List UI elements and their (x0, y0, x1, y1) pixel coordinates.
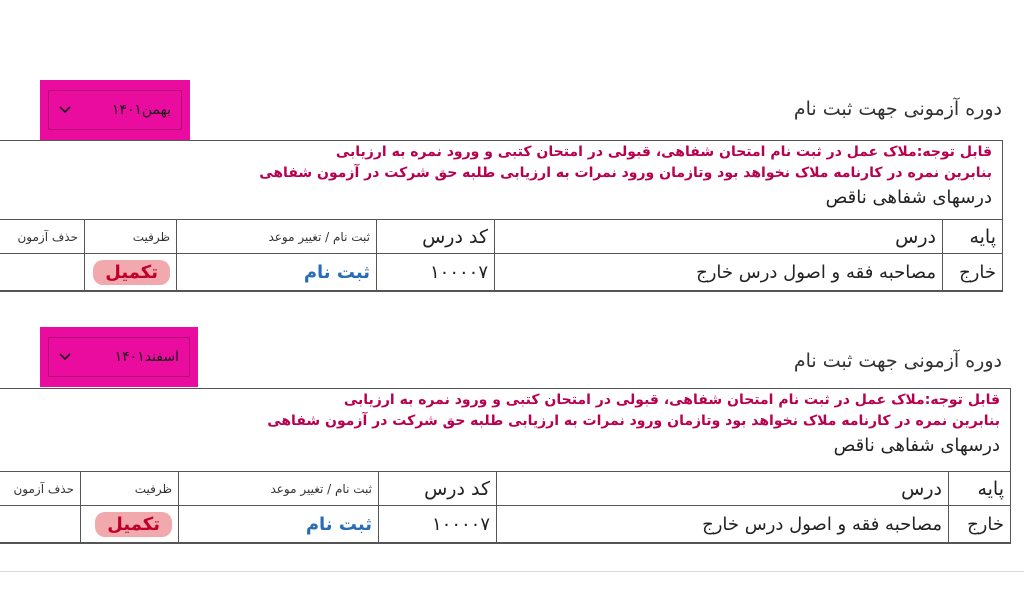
capacity-full-badge: تکمیل (93, 260, 170, 285)
notice-line-2: بنابرین نمره در کارنامه ملاک نخواهد بود وتازمان ورود نمرات به ارزیابی طلبه حق شرکت در آزمون شفاهی (259, 165, 992, 181)
notice-line-2: بنابرین نمره در کارنامه ملاک نخواهد بود وتازمان ورود نمرات به ارزیابی طلبه حق شرکت در آزمون شفاهی (267, 413, 1000, 429)
cell-register (179, 506, 379, 543)
header-register: ثبت نام / تغییر موعد (179, 472, 379, 506)
month-select-value: بهمن۱۴۰۱ (111, 102, 171, 118)
notice-line-1: قابل توجه:ملاک عمل در ثبت نام امتحان شفاهی، قبولی در امتحان کتبی و ورود نمره به ارزیابی (343, 392, 1000, 408)
cell-code: ۱۰۰۰۰۷ (377, 254, 495, 291)
month-select-value: اسفند۱۴۰۱ (114, 349, 179, 365)
header-course: درس (495, 220, 943, 254)
header-register: ثبت نام / تغییر موعد (177, 220, 377, 254)
cell-course: مصاحبه فقه و اصول درس خارج (495, 254, 943, 291)
header-capacity: ظرفیت (81, 472, 179, 506)
table-row (0, 506, 1011, 543)
cell-capacity (81, 506, 179, 543)
header-level: پایه (943, 220, 1003, 254)
register-link[interactable]: ثبت نام (305, 513, 372, 535)
table-header-row (0, 472, 1011, 506)
header-level: پایه (949, 472, 1011, 506)
cell-code: ۱۰۰۰۰۷ (379, 506, 497, 543)
cell-course: مصاحبه فقه و اصول درس خارج (497, 506, 949, 543)
chevron-down-icon (59, 353, 71, 361)
header-delete: حذف آزمون (0, 220, 85, 254)
section-title: دوره آزمونی جهت ثبت نام (793, 350, 1002, 372)
notice-line-1: قابل توجه:ملاک عمل در ثبت نام امتحان شفاهی، قبولی در امتحان کتبی و ورود نمره به ارزیابی (335, 144, 992, 160)
register-link[interactable]: ثبت نام (303, 261, 370, 283)
section-title: دوره آزمونی جهت ثبت نام (793, 98, 1002, 120)
header-capacity: ظرفیت (85, 220, 177, 254)
courses-subtitle: درسهای شفاهی ناقص (825, 187, 992, 208)
cell-level: خارج (949, 506, 1011, 543)
cell-level: خارج (943, 254, 1003, 291)
month-select[interactable] (48, 337, 190, 377)
courses-table (0, 471, 1011, 543)
page-divider (0, 571, 1024, 572)
courses-subtitle: درسهای شفاهی ناقص (833, 435, 1000, 456)
header-course: درس (497, 472, 949, 506)
capacity-full-badge: تکمیل (95, 512, 172, 537)
header-code: کد درس (379, 472, 497, 506)
month-select-highlight (40, 327, 198, 387)
cell-delete (0, 506, 81, 543)
course-box (0, 388, 1011, 544)
header-delete: حذف آزمون (0, 472, 81, 506)
header-code: کد درس (377, 220, 495, 254)
